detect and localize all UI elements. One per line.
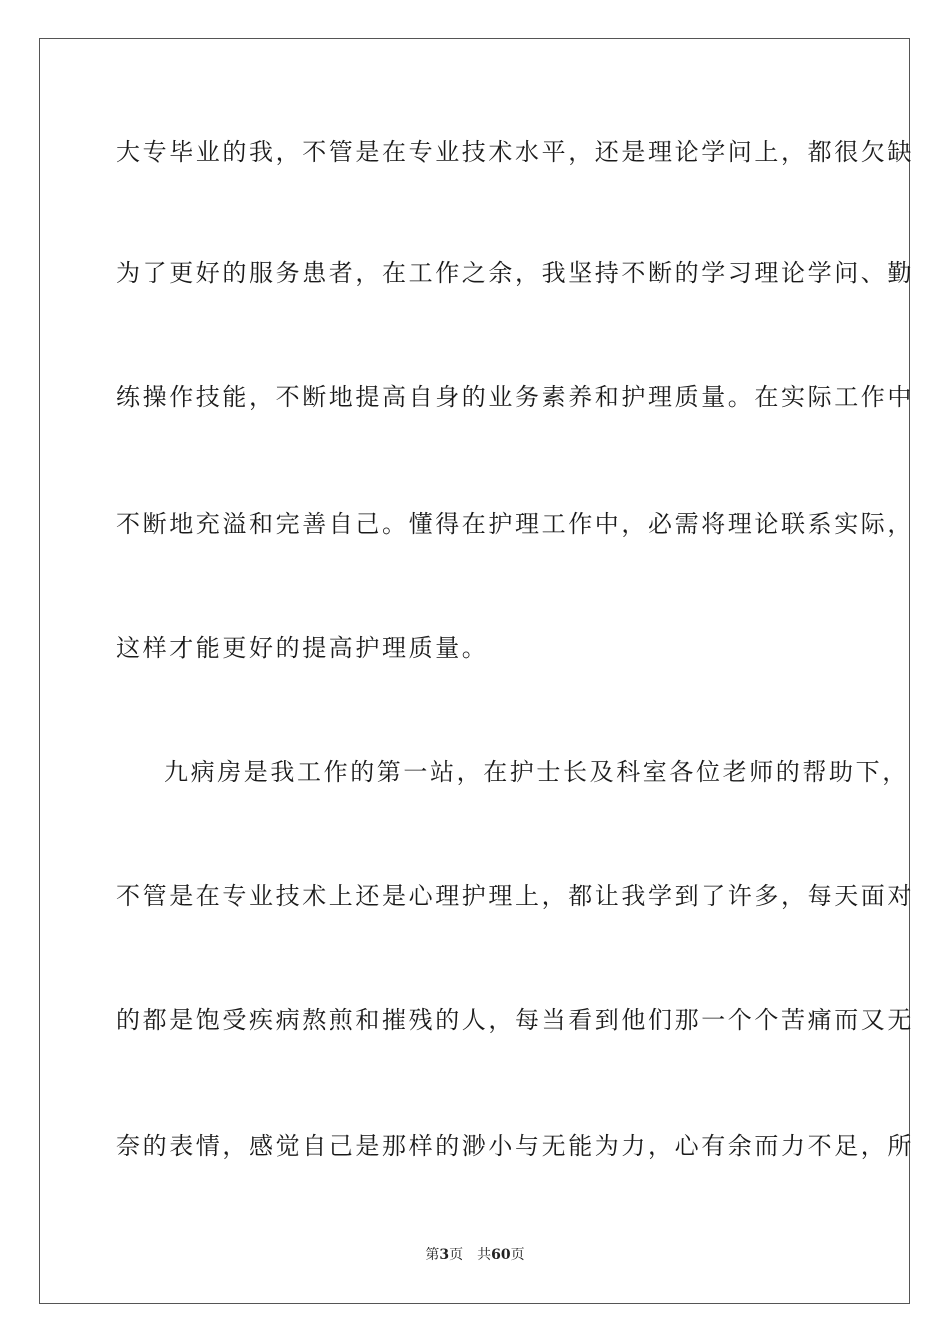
page-footer [0, 1246, 950, 1264]
text-line: 为了更好的服务患者，在工作之余，我坚持不断的学习理论学问、勤 [116, 259, 914, 287]
total-pages: 60 [491, 1247, 511, 1263]
page-prefix: 第 [425, 1247, 440, 1263]
page-border [39, 38, 914, 1304]
text-line: 这样才能更好的提高护理质量。 [116, 634, 489, 662]
page-suffix: 页 [449, 1247, 464, 1263]
paragraph-first-line: 九病房是我工作的第一站，在护士长及科室各位老师的帮助下， [164, 758, 909, 786]
text-line: 练操作技能，不断地提高自身的业务素养和护理质量。在实际工作中 [116, 383, 914, 411]
text-line: 大专毕业的我，不管是在专业技术水平，还是理论学问上，都很欠缺 [116, 138, 914, 166]
text-line: 不管是在专业技术上还是心理护理上，都让我学到了许多，每天面对 [116, 882, 914, 910]
total-suffix: 页 [510, 1247, 525, 1263]
text-line: 的都是饱受疾病熬煎和摧残的人，每当看到他们那一个个苦痛而又无 [116, 1006, 914, 1034]
page-number: 3 [439, 1247, 450, 1263]
total-prefix: 共 [477, 1247, 492, 1263]
text-line: 奈的表情，感觉自己是那样的渺小与无能为力，心有余而力不足，所 [116, 1132, 914, 1160]
text-line: 不断地充溢和完善自己。懂得在护理工作中，必需将理论联系实际， [116, 510, 914, 538]
